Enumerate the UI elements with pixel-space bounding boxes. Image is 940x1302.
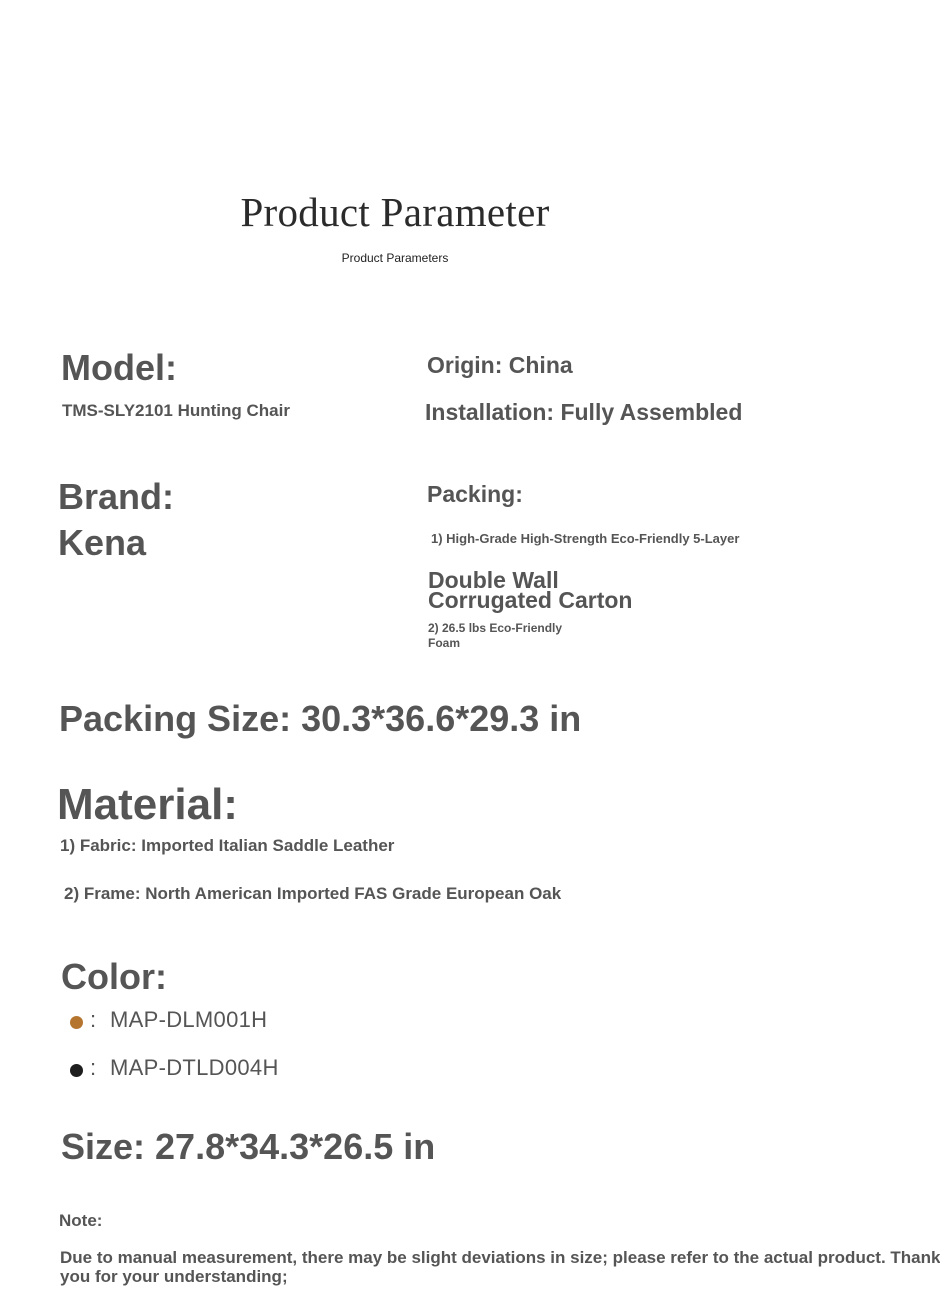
page-subtitle: Product Parameters [341,251,449,265]
size-text: Size: 27.8*34.3*26.5 in [61,1126,436,1167]
model-value: TMS-SLY2101 Hunting Chair [62,401,290,420]
color-label: Color: [61,956,167,997]
color-code: MAP-DLM001H [110,1007,268,1032]
material-label: Material: [57,780,238,829]
material-frame: 2) Frame: North American Imported FAS Grade European Oak [64,884,562,903]
color-separator: : [90,1007,97,1032]
packing-line-2b: Corrugated Carton [428,587,633,613]
color-code: MAP-DTLD004H [110,1055,279,1080]
note-line-2: you for your understanding; [60,1267,288,1286]
material-fabric: 1) Fabric: Imported Italian Saddle Leather [60,836,395,855]
note-line-1: Due to manual measurement, there may be slight deviations in size; please refer to the actual product. Thank [60,1248,940,1267]
color-swatch-black [70,1064,83,1077]
packing-line-3b: Foam [428,636,461,650]
packing-size-text: Packing Size: 30.3*36.6*29.3 in [59,698,582,739]
packing-line-3a: 2) 26.5 lbs Eco-Friendly [428,621,563,635]
color-swatch-brown [70,1016,83,1029]
brand-label: Brand: [58,476,174,517]
packing-line-1: 1) High-Grade High-Strength Eco-Friendly 5-Layer [431,531,740,546]
color-separator: : [90,1055,97,1080]
model-label: Model: [61,347,177,388]
packing-line-2a: Double Wall [428,567,559,593]
brand-value: Kena [58,522,147,563]
installation-text: Installation: Fully Assembled [425,399,743,425]
note-label: Note: [59,1211,103,1230]
origin-text: Origin: China [427,352,573,378]
page-title: Product Parameter [240,189,550,235]
packing-label: Packing: [427,481,523,507]
